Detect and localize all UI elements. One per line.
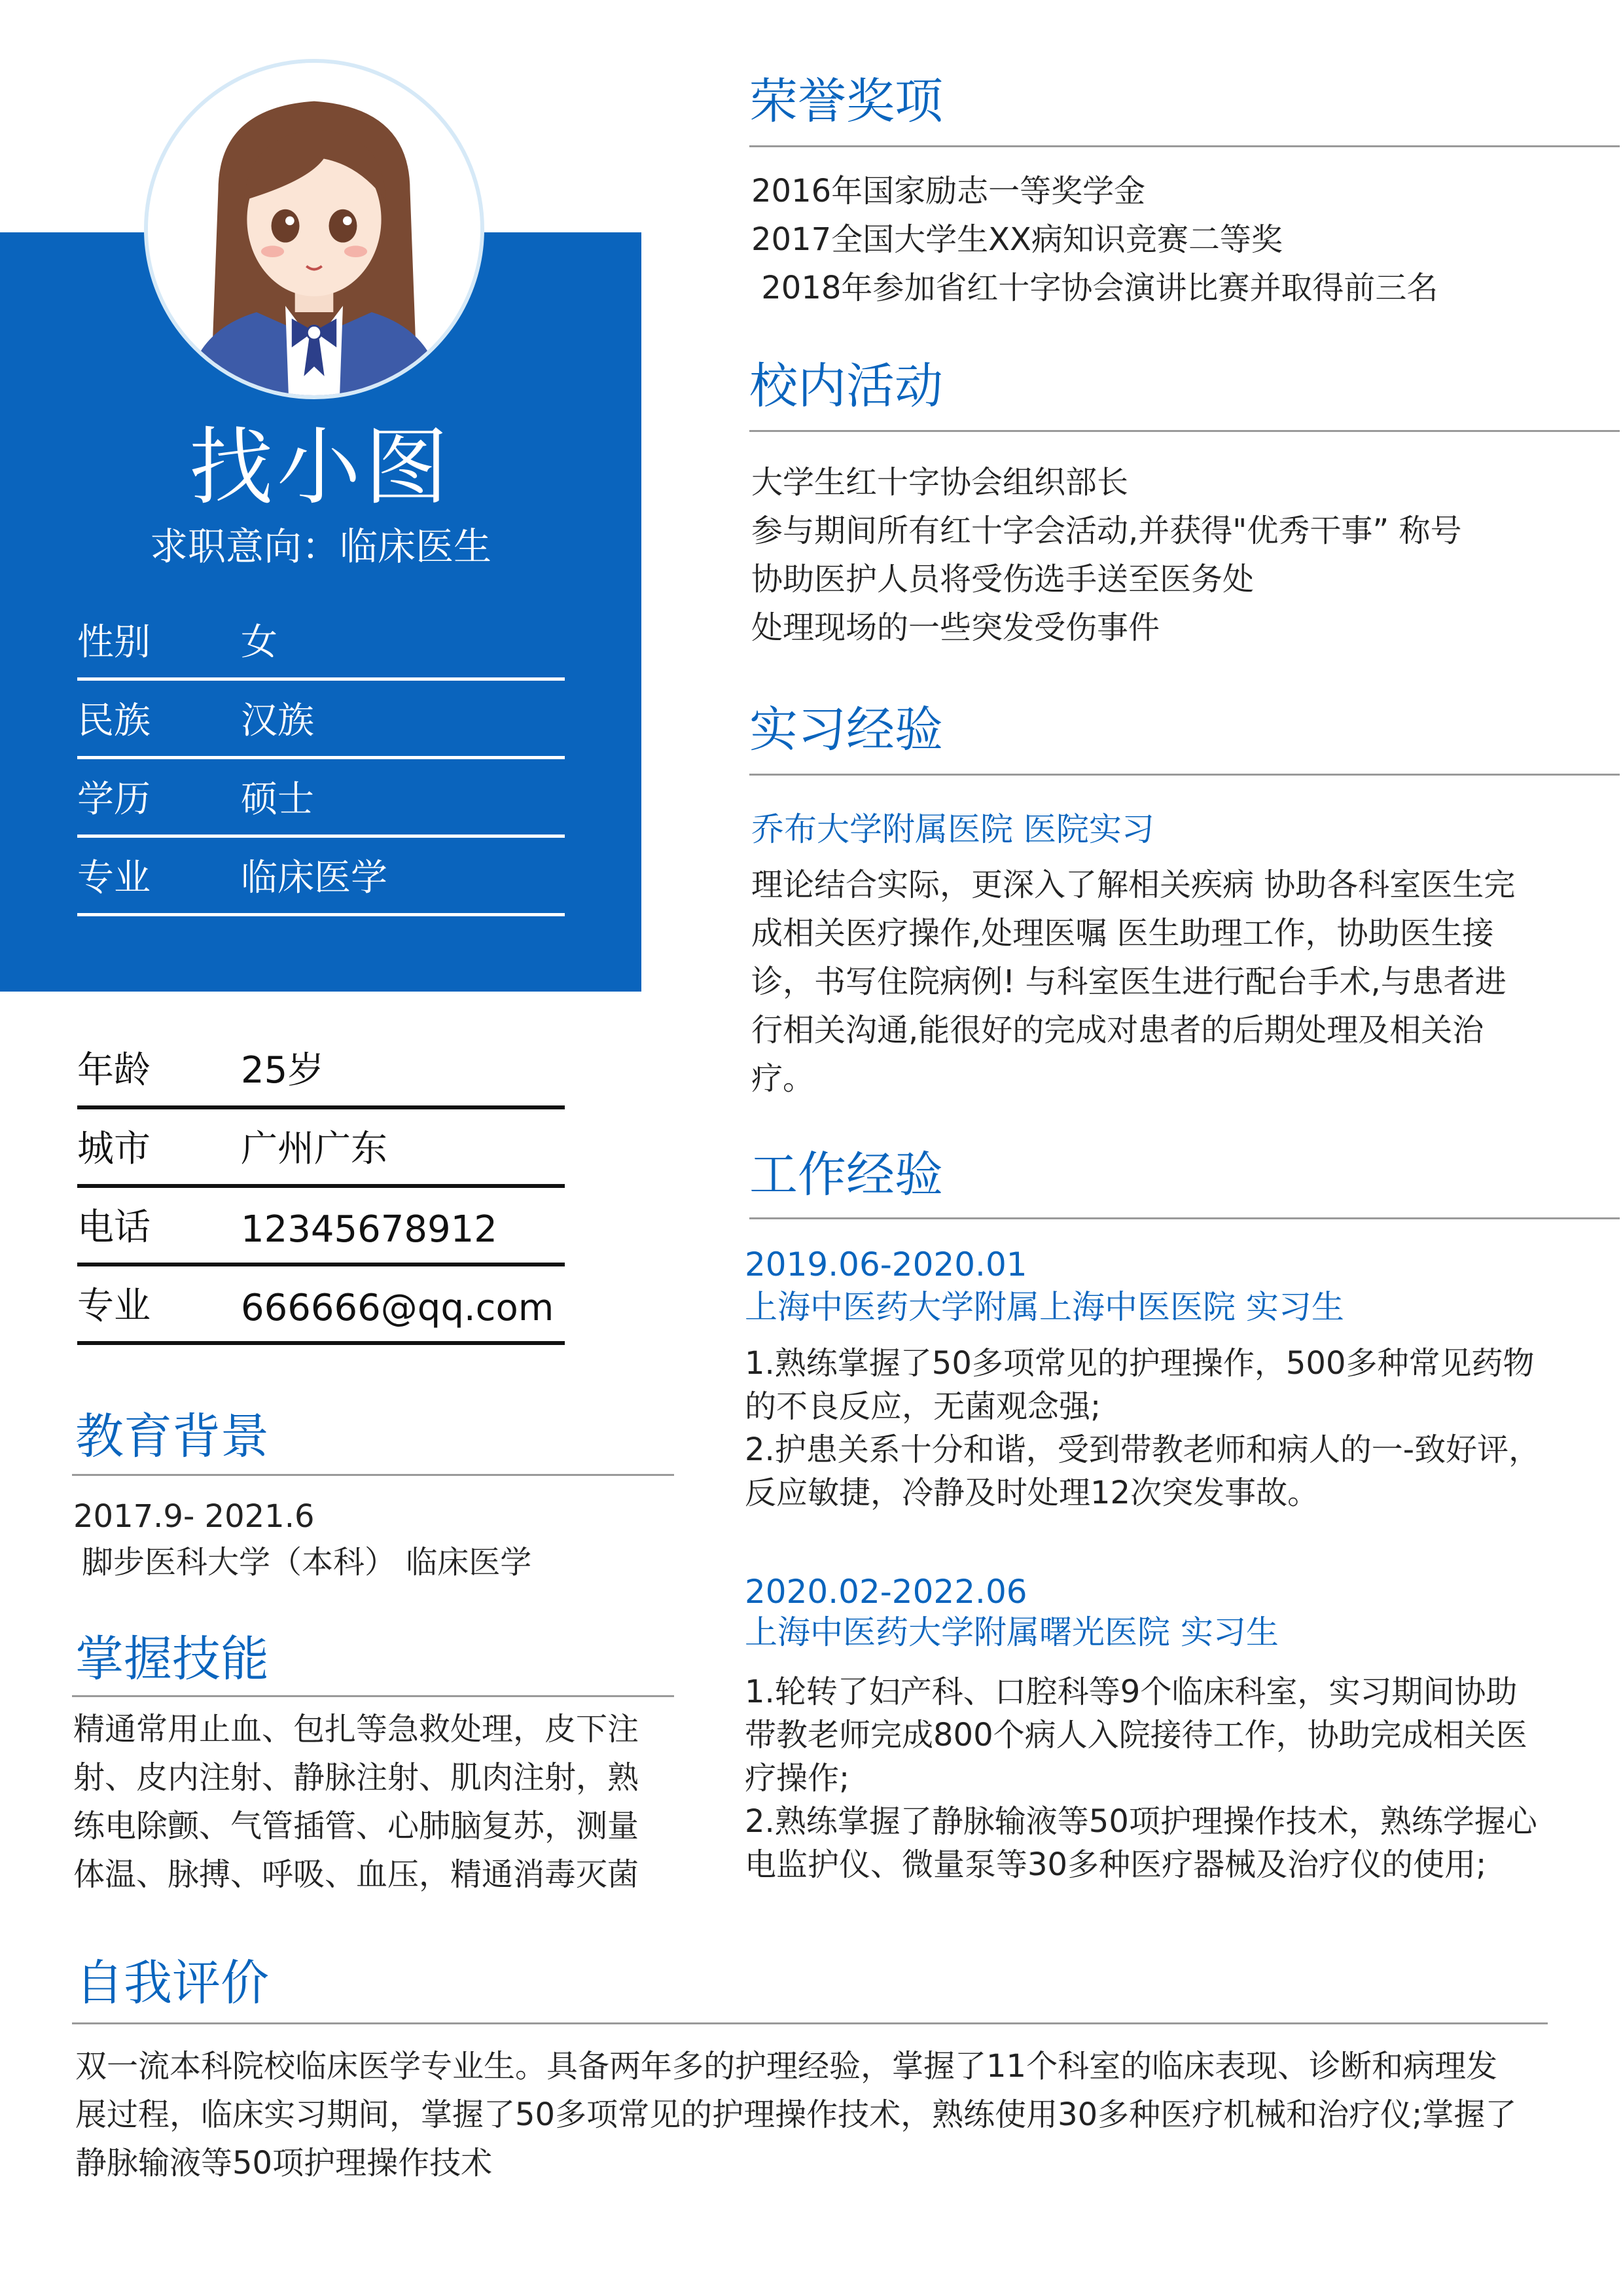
info-label: 年龄 [77, 1049, 151, 1092]
job-description [745, 1670, 1537, 1886]
avatar-illustration [148, 63, 480, 395]
job-description [745, 1342, 1540, 1515]
skills-line: 射、皮内注射、静脉注射、肌肉注射，熟 [73, 1759, 639, 1796]
info-row-phone [77, 1188, 565, 1266]
info-row-email [77, 1266, 565, 1345]
job-org: 上海中医药大学附属上海中医医院 实习生 [745, 1288, 1344, 1326]
info-value: 广州广东 [241, 1128, 387, 1170]
education-divider [72, 1474, 674, 1476]
info-label: 城市 [77, 1128, 151, 1170]
info-value: 汉族 [241, 700, 314, 742]
info-row-gender [77, 602, 565, 681]
education-title: 教育背景 [75, 1408, 269, 1465]
work-title: 工作经验 [749, 1147, 943, 1203]
skills-line: 体温、脉搏、呼吸、血压，精通消毒灭菌 [73, 1856, 639, 1893]
internship-line: 诊，书写住院病例! 与科室医生进行配台手术,与患者进 [751, 963, 1507, 1000]
info-label: 电话 [77, 1206, 151, 1249]
internship-org: 乔布大学附属医院 医院实习 [751, 810, 1154, 848]
self-eval-line: 静脉输液等50项护理操作技术 [75, 2145, 493, 2181]
info-row-city [77, 1109, 565, 1188]
info-row-ethnicity [77, 681, 565, 759]
candidate-name: 找小图 [188, 419, 452, 516]
education-school: 脚步医科大学（本科） 临床医学 [82, 1544, 532, 1581]
info-label: 专业 [77, 857, 151, 899]
activities-title: 校内活动 [749, 358, 943, 414]
honor-item: 2018年参加省红十字协会演讲比赛并取得前三名 [751, 270, 1438, 306]
activity-item: 协助医护人员将受伤选手送至医务处 [751, 561, 1255, 598]
job-line: 的不良反应，无菌观念强; [745, 1388, 1101, 1425]
info-value: 女 [241, 621, 277, 664]
info-label: 学历 [77, 778, 151, 821]
job-line: 2.护患关系十分和谐，受到带教老师和病人的一-致好评， [745, 1431, 1541, 1468]
internship-line: 行相关沟通,能很好的完成对患者的后期处理及相关治 [751, 1012, 1484, 1049]
skills-divider [72, 1695, 674, 1697]
internship-text [751, 861, 1515, 1103]
info-row-degree [77, 759, 565, 838]
internship-line: 理论结合实际，更深入了解相关疾病 协助各科室医生完 [751, 867, 1516, 903]
activity-item: 处理现场的一些突发受伤事件 [751, 609, 1160, 646]
self-eval-text [75, 2042, 1516, 2187]
info-value: 666666@qq.com [241, 1287, 554, 1329]
job-line: 带教老师完成800个病人入院接待工作，协助完成相关医 [745, 1717, 1527, 1753]
job-line: 电监护仪、微量泵等30多种医疗器械及治疗仪的使用; [745, 1846, 1487, 1883]
internship-divider [749, 774, 1620, 776]
internship-line: 疗。 [751, 1060, 815, 1097]
skills-title: 掌握技能 [75, 1631, 269, 1687]
info-value: 25岁 [241, 1049, 325, 1092]
job-line: 1.轮转了妇产科、口腔科等9个临床科室，实习期间协助 [745, 1674, 1518, 1710]
activity-item: 参与期间所有红十字会活动,并获得"优秀干事” 称号 [751, 512, 1462, 549]
info-label: 专业 [77, 1285, 151, 1327]
job-line: 反应敏捷，冷静及时处理12次突发事故。 [745, 1475, 1319, 1511]
info-value: 临床医学 [241, 857, 387, 899]
self-eval-line: 双一流本科院校临床医学专业生。具备两年多的护理经验，掌握了11个科室的临床表现、诊断和病理发 [75, 2048, 1498, 2085]
job-line: 疗操作; [745, 1760, 850, 1797]
skills-line: 精通常用止血、包扎等急救处理，皮下注 [73, 1711, 639, 1748]
self-eval-divider [72, 2022, 1548, 2024]
info-value: 硕士 [241, 778, 314, 821]
honor-item: 2017全国大学生XX病知识竞赛二等奖 [751, 221, 1283, 258]
self-eval-line: 展过程，临床实习期间，掌握了50多项常见的护理操作技术，熟练使用30多种医疗机械和治疗仪;掌握了 [75, 2096, 1517, 2133]
honor-item: 2016年国家励志一等奖学金 [751, 173, 1146, 209]
activities-divider [749, 430, 1620, 432]
honors-list [751, 167, 1438, 312]
skills-line: 练电除颤、气管插管、心肺脑复苏，测量 [73, 1808, 639, 1844]
honors-title: 荣誉奖项 [749, 73, 943, 130]
info-value: 12345678912 [241, 1208, 497, 1251]
activities-list [751, 458, 1461, 652]
activity-item: 大学生红十字协会组织部长 [751, 464, 1129, 501]
education-period: 2017.9- 2021.6 [73, 1498, 315, 1535]
info-label: 性别 [77, 621, 151, 664]
job-period: 2019.06-2020.01 [745, 1246, 1027, 1283]
job-objective: 求职意向：临床医生 [149, 524, 491, 569]
info-row-age [77, 1031, 565, 1109]
skills-text [73, 1705, 639, 1899]
info-label: 民族 [77, 700, 151, 742]
info-row-major [77, 838, 565, 916]
job-period: 2020.02-2022.06 [745, 1573, 1027, 1611]
self-eval-title: 自我评价 [75, 1955, 269, 2011]
job-line: 2.熟练掌握了静脉输液等50项护理操作技术，熟练学握心 [745, 1803, 1537, 1840]
work-divider [749, 1217, 1620, 1219]
honors-divider [749, 145, 1620, 147]
internship-title: 实习经验 [749, 702, 943, 758]
job-line: 1.熟练掌握了50多项常见的护理操作，500多种常见药物 [745, 1345, 1535, 1382]
job-org: 上海中医药大学附属曙光医院 实习生 [745, 1613, 1279, 1651]
internship-line: 成相关医疗操作,处理医嘱 医生助理工作，协助医生接 [751, 915, 1494, 952]
avatar [144, 59, 484, 399]
